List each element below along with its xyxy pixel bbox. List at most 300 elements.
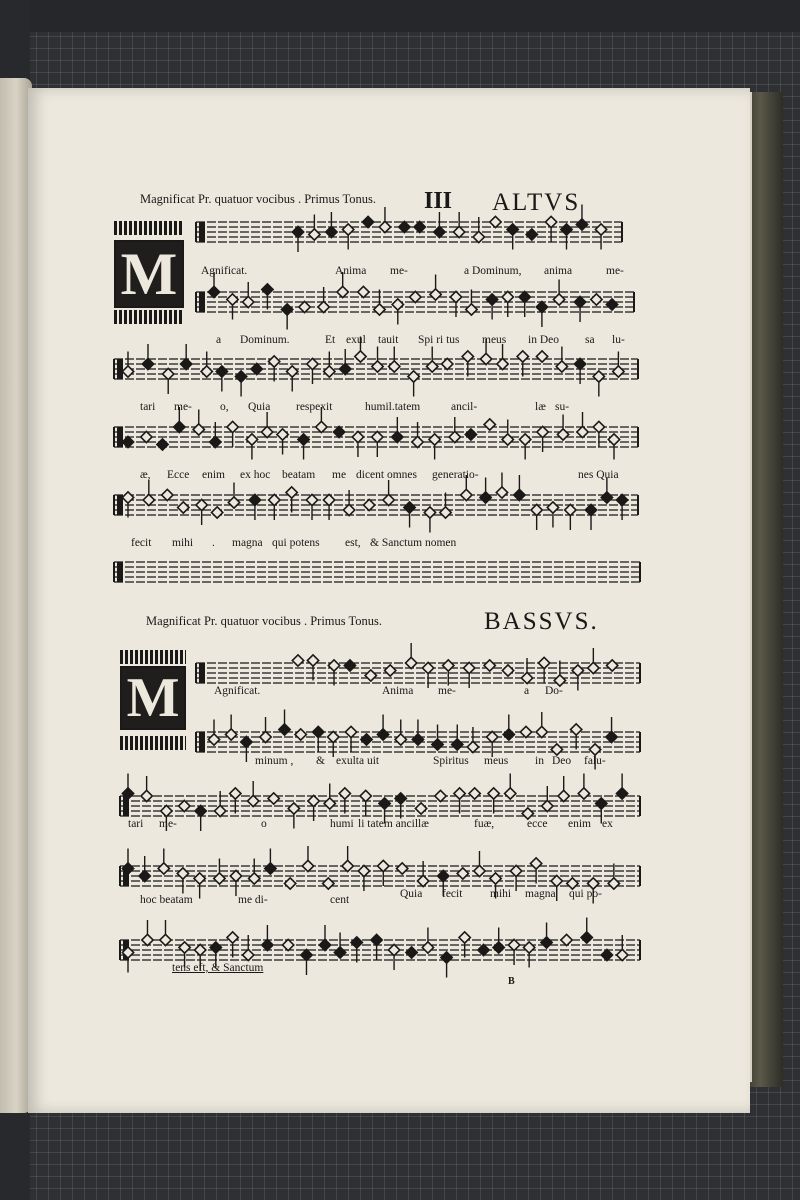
neume-note <box>340 363 351 374</box>
lyric-syllable: falu- <box>584 755 606 767</box>
staff-system <box>196 272 634 330</box>
lyric-syllable: ex <box>602 818 613 830</box>
neume-note <box>558 790 569 801</box>
neume-note <box>607 660 618 671</box>
neume-note <box>488 788 499 799</box>
neume-note <box>576 219 587 230</box>
lyric-syllable: enim <box>568 818 591 830</box>
neume-note <box>362 216 373 227</box>
clef-mark <box>117 427 123 447</box>
neume-note <box>246 434 257 445</box>
neume-note <box>328 731 339 742</box>
neume-note <box>299 301 310 312</box>
neume-note <box>508 939 519 950</box>
neume-note <box>243 296 254 307</box>
neume-note <box>174 421 185 432</box>
lyric-syllable: Quia <box>400 888 423 900</box>
lyric-syllable: a <box>524 685 530 697</box>
lyric-syllable: enim <box>202 469 225 481</box>
lyric-syllable: lu- <box>612 334 625 346</box>
neume-note <box>617 949 628 960</box>
neume-note <box>343 224 354 235</box>
neume-note <box>352 431 363 442</box>
neume-note <box>441 952 452 963</box>
neume-note <box>365 670 376 681</box>
neume-note <box>480 492 491 503</box>
neume-note <box>595 224 606 235</box>
neume-note <box>547 502 558 513</box>
lyric-syllable: magna <box>525 888 556 900</box>
lyric-syllable: me- <box>390 265 408 277</box>
lyric-syllable: Dominum. <box>240 334 290 346</box>
neume-note <box>194 873 205 884</box>
neume-note <box>139 870 150 881</box>
neume-note <box>292 655 303 666</box>
neume-note <box>507 224 518 235</box>
neume-note <box>608 434 619 445</box>
lyric-syllable: Deo <box>552 755 572 767</box>
lyric-syllable: humi <box>330 818 354 830</box>
neume-note <box>142 358 153 369</box>
lyric-syllable: Et <box>325 334 336 346</box>
neume-note <box>395 734 406 745</box>
neume-note <box>195 944 206 955</box>
neume-note <box>318 301 329 312</box>
neume-note <box>324 798 335 809</box>
neume-note <box>484 419 495 430</box>
neume-note <box>502 665 513 676</box>
neume-note <box>452 739 463 750</box>
neume-note <box>235 371 246 382</box>
neume-note <box>530 858 541 869</box>
neume-note <box>372 431 383 442</box>
lyric-syllable: sa <box>585 334 595 346</box>
neume-note <box>358 286 369 297</box>
neume-note <box>377 729 388 740</box>
neume-note <box>588 662 599 673</box>
neume-note <box>484 660 495 671</box>
neume-note <box>606 299 617 310</box>
neume-note <box>616 494 627 505</box>
lyric-syllable: in Deo <box>528 334 559 346</box>
neume-note <box>417 875 428 886</box>
neume-note <box>142 934 153 945</box>
lyric-syllable: fecit <box>131 537 152 549</box>
neume-note <box>301 949 312 960</box>
music-page <box>28 88 750 1113</box>
clef-mark <box>199 222 205 242</box>
neume-note <box>261 426 272 437</box>
neume-note <box>473 231 484 242</box>
lyric-syllable: humil.tatem <box>365 401 421 413</box>
neume-note <box>249 494 260 505</box>
neume-note <box>262 939 273 950</box>
clef-mark <box>117 359 123 379</box>
neume-note <box>225 729 236 740</box>
neume-note <box>178 502 189 513</box>
neume-note <box>442 358 453 369</box>
neume-note <box>345 726 356 737</box>
altus-staves <box>28 88 750 608</box>
neume-note <box>434 226 445 237</box>
lyric-syllable: cent <box>330 894 350 906</box>
neume-note <box>344 660 355 671</box>
bassus-initial-letter: M <box>126 667 180 729</box>
neume-note <box>158 863 169 874</box>
neume-note <box>561 934 572 945</box>
neume-note <box>334 947 345 958</box>
altus-tone-number: III <box>424 188 453 214</box>
neume-note <box>572 665 583 676</box>
neume-note <box>358 865 369 876</box>
staff-system <box>196 643 640 691</box>
lyric-syllable: tauit <box>378 334 399 346</box>
staff-system <box>120 846 640 904</box>
lyric-syllable: dicent omnes <box>356 469 417 481</box>
neume-note <box>410 291 421 302</box>
neume-note <box>459 932 470 943</box>
lyric-syllable: me di- <box>238 894 268 906</box>
neume-note <box>457 868 468 879</box>
neume-note <box>285 878 296 889</box>
neume-note <box>210 436 221 447</box>
neume-note <box>122 436 133 447</box>
neume-note <box>319 939 330 950</box>
neume-note <box>339 788 350 799</box>
neume-note <box>292 226 303 237</box>
bassus-header: Magnificat Pr. quatuor vocibus . Primus Tonus. <box>146 614 383 628</box>
neume-note <box>565 504 576 515</box>
neume-note <box>163 368 174 379</box>
neume-note <box>372 361 383 372</box>
neume-note <box>561 224 572 235</box>
neume-note <box>616 788 627 799</box>
neume-note <box>581 932 592 943</box>
neume-note <box>307 358 318 369</box>
neume-note <box>591 294 602 305</box>
neume-note <box>279 724 290 735</box>
neume-note <box>430 289 441 300</box>
clef-mark <box>117 562 123 582</box>
neume-note <box>122 366 133 377</box>
neume-note <box>179 942 190 953</box>
lyric-syllable: Ecce <box>167 469 190 481</box>
neume-note <box>427 361 438 372</box>
neume-note <box>277 429 288 440</box>
neume-note <box>490 873 501 884</box>
neume-note <box>309 229 320 240</box>
lyric-syllable: su- <box>555 401 570 413</box>
neume-note <box>383 494 394 505</box>
neume-note <box>474 865 485 876</box>
lyric-syllable: est, <box>345 537 361 549</box>
neume-note <box>389 361 400 372</box>
neume-note <box>337 286 348 297</box>
neume-note <box>422 942 433 953</box>
neume-note <box>422 662 433 673</box>
lyric-syllable: tari <box>140 401 156 413</box>
lyric-syllable: a Dominum, <box>464 265 522 277</box>
neume-note <box>412 734 423 745</box>
neume-note <box>228 497 239 508</box>
neume-note <box>323 878 334 889</box>
neume-note <box>248 795 259 806</box>
neume-note <box>461 489 472 500</box>
neume-note <box>531 504 542 515</box>
lyric-syllable: tens eft, & Sanctum <box>172 962 264 974</box>
neume-note <box>574 358 585 369</box>
neume-note <box>538 657 549 668</box>
neume-note <box>424 507 435 518</box>
neume-note <box>260 731 271 742</box>
lyric-syllable: o <box>261 818 267 830</box>
neume-note <box>306 494 317 505</box>
lyric-syllable: me- <box>606 265 624 277</box>
lyric-syllable: Spiritus <box>433 755 469 767</box>
neume-note <box>122 492 133 503</box>
lyric-syllable: beatam <box>282 469 316 481</box>
neume-note <box>212 507 223 518</box>
neume-note <box>556 361 567 372</box>
clef-mark <box>199 663 205 683</box>
neume-note <box>351 937 362 948</box>
neume-note <box>469 788 480 799</box>
bassus-voice-label: BASSVS. <box>484 608 599 635</box>
neume-note <box>536 301 547 312</box>
neume-note <box>464 662 475 673</box>
neume-note <box>557 429 568 440</box>
neume-note <box>545 216 556 227</box>
neume-note <box>371 934 382 945</box>
lyric-syllable: ex hoc <box>240 469 271 481</box>
neume-note <box>541 937 552 948</box>
neume-note <box>298 434 309 445</box>
lyric-syllable: ancil- <box>451 401 478 413</box>
neume-note <box>262 284 273 295</box>
mat-top-strip <box>0 0 800 32</box>
neume-note <box>215 805 226 816</box>
neume-note <box>227 932 238 943</box>
staff-system <box>114 337 638 397</box>
bassus-staves <box>28 608 750 988</box>
neume-note <box>268 793 279 804</box>
neume-note <box>502 434 513 445</box>
neume-note <box>379 221 390 232</box>
neume-note <box>606 731 617 742</box>
neume-note <box>208 286 219 297</box>
neume-note <box>493 942 504 953</box>
lyric-syllable: Anima <box>335 265 367 277</box>
altus-header: Magnificat Pr. quatuor vocibus . Primus Tonus. <box>140 192 377 206</box>
neume-note <box>593 371 604 382</box>
neume-note <box>195 805 206 816</box>
neume-note <box>519 291 530 302</box>
lyric-syllable: . <box>212 537 215 549</box>
lyric-syllable: Agnificat. <box>201 265 248 277</box>
neume-note <box>596 798 607 809</box>
neume-note <box>453 226 464 237</box>
neume-note <box>449 431 460 442</box>
lyric-syllable: læ <box>535 401 546 413</box>
neume-note <box>577 426 588 437</box>
lyric-syllable: æ, <box>140 469 151 481</box>
neume-note <box>397 863 408 874</box>
neume-note <box>408 371 419 382</box>
lyric-syllable: ecce <box>527 818 548 830</box>
lyric-syllable: magna <box>232 537 263 549</box>
neume-note <box>601 949 612 960</box>
neume-note <box>143 494 154 505</box>
neume-note <box>454 788 465 799</box>
neume-note <box>551 875 562 886</box>
neume-note <box>406 947 417 958</box>
neume-note <box>385 665 396 676</box>
neume-note <box>435 790 446 801</box>
neume-note <box>324 366 335 377</box>
lyric-syllable: respexit <box>296 401 333 413</box>
lyric-syllable: exulta uit <box>336 755 380 767</box>
neume-note <box>241 736 252 747</box>
neume-note <box>440 507 451 518</box>
neume-note <box>374 304 385 315</box>
neume-note <box>162 489 173 500</box>
neume-note <box>497 358 508 369</box>
neume-note <box>160 934 171 945</box>
neume-note <box>608 878 619 889</box>
neume-note <box>360 790 371 801</box>
neume-note <box>510 865 521 876</box>
neume-note <box>227 294 238 305</box>
neume-note <box>326 226 337 237</box>
neume-note <box>388 944 399 955</box>
neume-note <box>157 439 168 450</box>
neume-note <box>520 726 531 737</box>
neume-note <box>201 366 212 377</box>
neume-note <box>486 294 497 305</box>
neume-note <box>243 949 254 960</box>
lyric-syllable: nes Quia <box>578 469 619 481</box>
neume-note <box>537 426 548 437</box>
neume-note <box>551 744 562 755</box>
neume-note <box>520 434 531 445</box>
neume-note <box>313 726 324 737</box>
staff-system <box>114 407 638 460</box>
neume-note <box>302 860 313 871</box>
lyric-syllable: a <box>216 334 222 346</box>
neume-note <box>364 499 375 510</box>
lyric-syllable: meus <box>484 755 509 767</box>
neume-note <box>343 504 354 515</box>
neume-note <box>281 304 292 315</box>
neume-note <box>355 351 366 362</box>
neume-note <box>179 800 190 811</box>
neume-note <box>316 421 327 432</box>
neume-note <box>571 724 582 735</box>
neume-note <box>404 502 415 513</box>
neume-note <box>210 942 221 953</box>
neume-note <box>230 870 241 881</box>
neume-note <box>450 291 461 302</box>
altus-initial-letter: M <box>120 241 178 307</box>
lyric-syllable: mihi <box>490 888 512 900</box>
neume-note <box>177 868 188 879</box>
neume-note <box>466 304 477 315</box>
neume-note <box>230 788 241 799</box>
neume-note <box>181 358 192 369</box>
neume-note <box>208 734 219 745</box>
lyric-syllable: Anima <box>382 685 414 697</box>
neume-note <box>141 431 152 442</box>
neume-note <box>286 487 297 498</box>
lyric-syllable: Agnificat. <box>214 685 261 697</box>
staff-system <box>114 473 638 533</box>
neume-note <box>553 294 564 305</box>
lyric-syllable: anima <box>544 265 573 277</box>
neume-note <box>288 803 299 814</box>
neume-note <box>589 744 600 755</box>
neume-note <box>251 363 262 374</box>
neume-note <box>487 731 498 742</box>
neume-note <box>141 790 152 801</box>
neume-note <box>478 944 489 955</box>
lyric-syllable: Quia <box>248 401 271 413</box>
neume-note <box>415 803 426 814</box>
neume-note <box>578 788 589 799</box>
neume-note <box>216 366 227 377</box>
lyric-syllable: me <box>332 469 347 481</box>
lyric-syllable: minum , <box>255 755 294 767</box>
staff-system <box>114 562 640 582</box>
lyric-syllable: Do- <box>545 685 563 697</box>
neume-note <box>392 299 403 310</box>
lyric-syllable: exul <box>346 334 366 346</box>
neume-note <box>308 795 319 806</box>
neume-note <box>307 655 318 666</box>
neume-note <box>480 353 491 364</box>
neume-note <box>196 499 207 510</box>
neume-note <box>523 942 534 953</box>
lyric-syllable: Spi ri tus <box>418 334 460 346</box>
neume-note <box>536 351 547 362</box>
signature-mark: B <box>508 976 515 987</box>
neume-note <box>269 356 280 367</box>
lyric-syllable: me- <box>174 401 192 413</box>
neume-note <box>269 494 280 505</box>
neume-note <box>443 660 454 671</box>
neume-note <box>542 800 553 811</box>
neume-note <box>227 421 238 432</box>
neume-note <box>379 798 390 809</box>
lyric-syllable: tari <box>128 818 144 830</box>
neume-note <box>438 870 449 881</box>
neume-note <box>593 421 604 432</box>
lyric-syllable: meus <box>482 334 507 346</box>
neume-note <box>536 726 547 737</box>
lyric-syllable: mihi <box>172 537 194 549</box>
lyric-syllable: me- <box>438 685 456 697</box>
neume-note <box>467 741 478 752</box>
neume-note <box>574 296 585 307</box>
neume-note <box>514 489 525 500</box>
lyric-syllable: o, <box>220 401 229 413</box>
neume-note <box>265 863 276 874</box>
neume-note <box>521 672 532 683</box>
neume-note <box>585 504 596 515</box>
neume-note <box>249 873 260 884</box>
neume-note <box>399 221 410 232</box>
neume-note <box>406 657 417 668</box>
lyric-syllable: li tatem ancillæ <box>358 818 429 830</box>
